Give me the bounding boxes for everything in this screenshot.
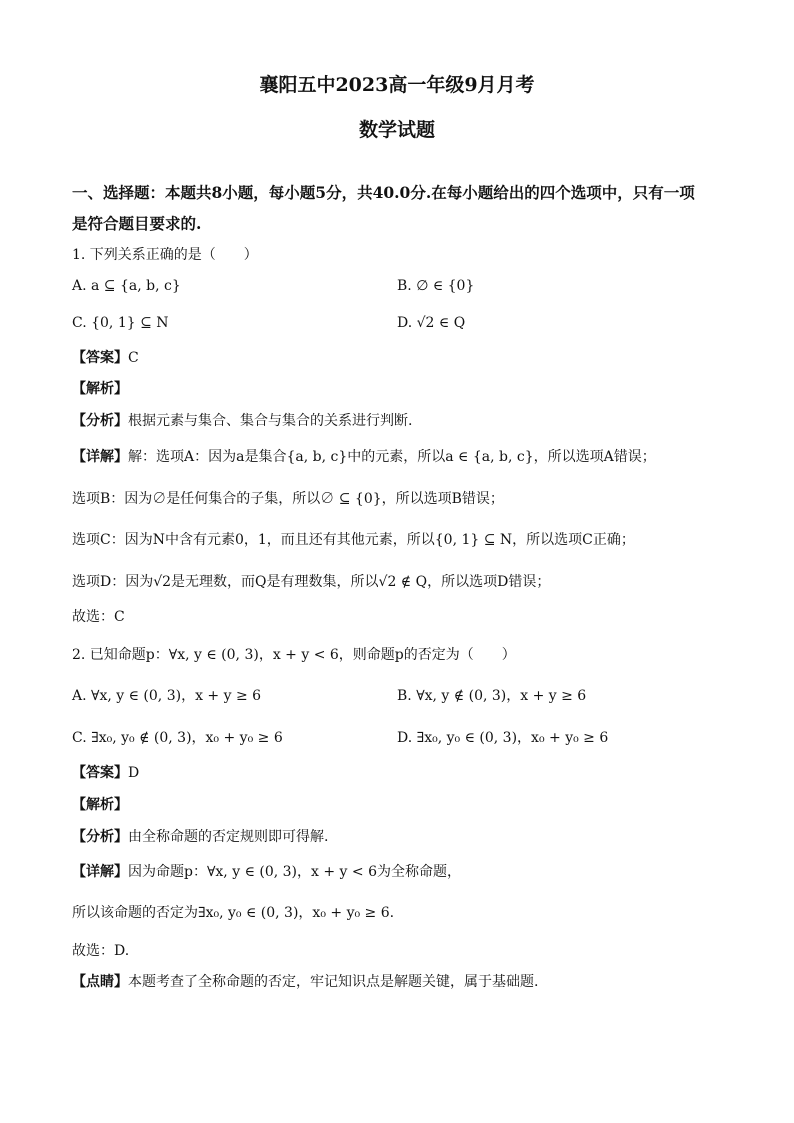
q2-fenxi-text: 由全称命题的否定规则即可得解. xyxy=(128,829,329,845)
q2-detail-text1: 因为命题p：∀x, y ∈ (0, 3)，x + y < 6为全称命题， xyxy=(128,864,461,880)
q1-option-b: B. ∅ ∈ {0} xyxy=(397,278,475,294)
q1-analysis-label: 【解析】 xyxy=(72,381,128,397)
section-heading-line2: 是符合题目要求的. xyxy=(72,214,202,233)
q1-detail-text1: 解：选项A：因为a是集合{a, b, c}中的元素，所以a ∈ {a, b, c}，所以选项A错误； xyxy=(128,449,656,465)
q1-stem: 1. 下列关系正确的是（ ） xyxy=(72,247,258,263)
q1-detail-line1 xyxy=(72,447,656,467)
q1-option-c: C. {0, 1} ⊆ N xyxy=(72,315,169,331)
q2-option-a: A. ∀x, y ∈ (0, 3)，x + y ≥ 6 xyxy=(72,688,262,704)
q2-detail-label: 【详解】 xyxy=(72,864,128,880)
q1-option-a: A. a ⊆ {a, b, c} xyxy=(72,278,181,294)
q2-choose: 故选：D. xyxy=(72,943,130,959)
q1-detail-line4: 选项D：因为√2是无理数，而Q是有理数集，所以√2 ∉ Q，所以选项D错误； xyxy=(72,574,551,590)
q1-fenxi-text: 根据元素与集合、集合与集合的关系进行判断. xyxy=(128,413,413,429)
q1-option-d: D. √2 ∈ Q xyxy=(397,315,466,331)
q2-answer-value: D xyxy=(128,765,140,781)
q2-dianjing xyxy=(72,972,538,992)
q2-fenxi-label: 【分析】 xyxy=(72,829,128,845)
q2-detail-line1 xyxy=(72,862,461,882)
q2-answer-label: 【答案】 xyxy=(72,765,128,781)
q1-fenxi-label: 【分析】 xyxy=(72,413,128,429)
q1-answer-label: 【答案】 xyxy=(72,350,128,366)
q2-dianjing-label: 【点睛】 xyxy=(72,974,128,990)
q2-stem: 2. 已知命题p：∀x, y ∈ (0, 3)，x + y < 6，则命题p的否定为（ ） xyxy=(72,647,516,663)
exam-title: 襄阳五中2023高一年级9月月考 xyxy=(259,74,535,96)
q2-option-b: B. ∀x, y ∉ (0, 3)，x + y ≥ 6 xyxy=(397,688,587,704)
q1-answer-value: C xyxy=(128,350,139,366)
q1-detail-line3: 选项C：因为N中含有元素0，1，而且还有其他元素，所以{0, 1} ⊆ N，所以选项C正确； xyxy=(72,532,635,548)
q2-detail-line2: 所以该命题的否定为∃x₀, y₀ ∈ (0, 3)，x₀ + y₀ ≥ 6. xyxy=(72,905,395,921)
q2-dianjing-text: 本题考查了全称命题的否定，牢记知识点是解题关键，属于基础题. xyxy=(128,974,539,990)
section-heading-line1: 一、选择题：本题共8小题，每小题5分，共40.0分.在每小题给出的四个选项中，只有一项 xyxy=(72,183,695,202)
q1-choose: 故选：C xyxy=(72,609,125,625)
q2-option-d: D. ∃x₀, y₀ ∈ (0, 3)，x₀ + y₀ ≥ 6 xyxy=(397,730,609,746)
q2-option-c: C. ∃x₀, y₀ ∉ (0, 3)，x₀ + y₀ ≥ 6 xyxy=(72,730,283,746)
q2-fenxi xyxy=(72,827,328,847)
q2-analysis-label: 【解析】 xyxy=(72,797,128,813)
q1-fenxi xyxy=(72,411,412,431)
q2-answer xyxy=(72,763,139,783)
exam-subtitle: 数学试题 xyxy=(358,119,435,141)
q1-answer xyxy=(72,348,139,368)
q1-detail-label: 【详解】 xyxy=(72,449,128,465)
q1-detail-line2: 选项B：因为∅是任何集合的子集，所以∅ ⊆ {0}，所以选项B错误； xyxy=(72,491,504,507)
